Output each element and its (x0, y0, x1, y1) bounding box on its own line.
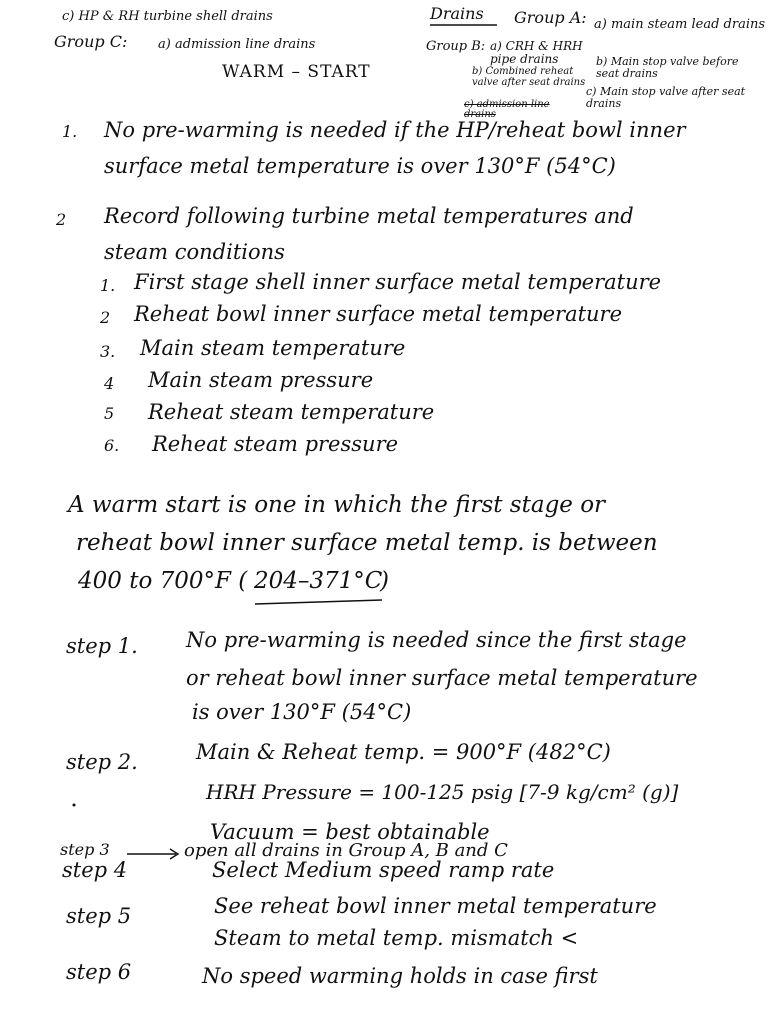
step5-line1: See reheat bowl inner metal temperature (214, 894, 657, 918)
list-item: Reheat steam pressure (152, 432, 399, 456)
definition-line3-end: ) (380, 568, 389, 594)
definition-line3-start: 400 to 700°F ( (78, 568, 248, 594)
list-item: Reheat steam temperature (148, 400, 435, 424)
list-item: Main steam temperature (140, 336, 406, 360)
list-item-number: 4 (104, 374, 115, 393)
page-title: WARM – START (222, 62, 371, 82)
drains-label: Drains (430, 4, 484, 23)
group-a-label: Group A: (514, 8, 587, 27)
definition-line1: A warm start is one in which the first stage or (68, 492, 606, 518)
step1-line3: is over 130°F (54°C) (192, 700, 412, 724)
list-item-number: 6. (104, 436, 120, 455)
group-b-item-a: a) CRH & HRH pipe drains (490, 39, 583, 66)
step2-line1: Main & Reheat temp. = 900°F (482°C) (196, 740, 611, 764)
group-a-item-c: c) Main stop valve after seat drains (586, 85, 746, 110)
definition-line2: reheat bowl inner surface metal temp. is between (76, 530, 658, 556)
group-c-item: a) admission line drains (158, 37, 316, 52)
step3-text: open all drains in Group A, B and C (184, 840, 508, 861)
group-a-item-b: b) Main stop valve before seat drains (596, 55, 739, 80)
top-left-item: c) HP & RH turbine shell drains (62, 9, 273, 24)
group-b-item-b: b) Combined reheat valve after seat drains (472, 66, 586, 88)
list-item: Reheat bowl inner surface metal temperature (134, 302, 623, 326)
step4-label: step 4 (62, 858, 128, 882)
step4-text: Select Medium speed ramp rate (212, 858, 555, 882)
group-b-label: Group B: (426, 39, 486, 54)
step6-text: No speed warming holds in case first (202, 964, 598, 988)
list-item-number: 3. (100, 342, 116, 361)
step1-line1: No pre-warming is needed since the first stage (186, 628, 687, 652)
section1-line1: No pre-warming is needed if the HP/reheat bowl inner (104, 118, 686, 142)
group-a-item: a) main steam lead drains (594, 17, 766, 32)
step6-label: step 6 (66, 960, 132, 984)
section2-number: 2 (56, 210, 67, 229)
stray-dot (73, 804, 76, 807)
step5-label: step 5 (66, 904, 132, 928)
step3-label: step 3 (60, 840, 110, 859)
step1-line2: or reheat bowl inner surface metal temperature (186, 666, 698, 690)
step1-label: step 1. (66, 634, 138, 658)
section1-line2: surface metal temperature is over 130°F (54°C) (104, 154, 616, 178)
list-item-number: 2 (100, 308, 111, 327)
step2-line2: HRH Pressure = 100-125 psig [7-9 kg/cm² (g)] (206, 780, 679, 804)
list-item: Main steam pressure (148, 368, 374, 392)
step2-label: step 2. (66, 750, 138, 774)
temperature-range-underline (255, 600, 382, 604)
list-item: First stage shell inner surface metal temperature (134, 270, 662, 294)
list-item-number: 5 (104, 404, 115, 423)
section2-line2: steam conditions (104, 240, 285, 264)
temperature-range: 204–371°C (254, 568, 383, 594)
step5-line2: Steam to metal temp. mismatch < (214, 926, 579, 950)
section1-number: 1. (62, 122, 78, 141)
list-item-number: 1. (100, 276, 116, 295)
step2-line3: Vacuum = best obtainable (210, 820, 490, 844)
section2-line1: Record following turbine metal temperatures and (104, 204, 634, 228)
group-b-item-c: c) admission line drains (464, 99, 550, 120)
group-c-label: Group C: (54, 32, 128, 51)
